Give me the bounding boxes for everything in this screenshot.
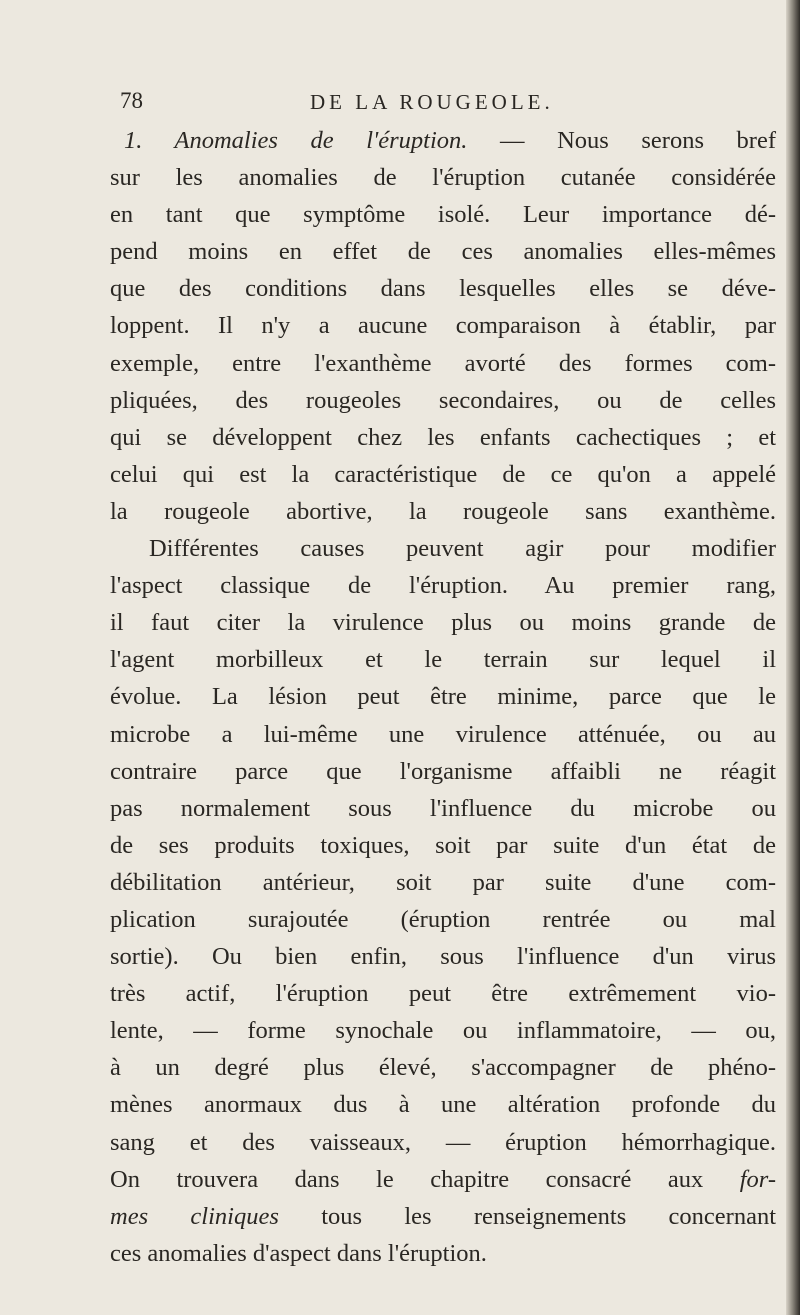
text-line: l'agent morbilleux et le terrain sur lequel il	[110, 646, 776, 674]
text-line: exemple, entre l'exanthème avorté des formes com-	[110, 349, 776, 377]
text-line: qui se développent chez les enfants cachectiques ; et	[110, 423, 776, 451]
italic-term: cliniques	[190, 1202, 279, 1230]
body-text	[110, 122, 776, 1272]
text-line: évolue. La lésion peut être minime, parce que le	[110, 683, 776, 711]
running-head	[112, 88, 712, 118]
line-text: tous les renseignements concernant	[278, 1202, 777, 1230]
text-line: contraire parce que l'organisme affaibli ne réagit	[110, 757, 776, 785]
text-line: Différentes causes peuvent agir pour modifier	[149, 535, 776, 563]
text-line: en tant que symptôme isolé. Leur importance dé-	[110, 201, 776, 229]
text-line: il faut citer la virulence plus ou moins grande de	[110, 609, 776, 637]
text-line: loppent. Il n'y a aucune comparaison à établir, par	[110, 312, 776, 340]
line-text: — Nous serons bref	[467, 127, 776, 154]
line-text: On trouvera dans le chapitre consacré aux	[110, 1165, 740, 1193]
text-line: sur les anomalies de l'éruption cutanée considérée	[110, 164, 776, 192]
text-line	[110, 1161, 776, 1198]
page-number: 78	[120, 88, 143, 113]
text-line: que des conditions dans lesquelles elles se déve-	[110, 275, 776, 303]
text-line: ces anomalies d'aspect dans l'éruption.	[110, 1239, 487, 1267]
text-line: microbe a lui-même une virulence atténuée, ou au	[110, 720, 776, 748]
text-line: la rougeole abortive, la rougeole sans exanthème.	[110, 497, 776, 525]
page-edge-shadow	[786, 0, 800, 1315]
text-line	[110, 122, 776, 159]
text-line	[110, 1198, 776, 1235]
italic-term: for-	[739, 1165, 776, 1193]
text-line: pas normalement sous l'influence du microbe ou	[110, 794, 776, 822]
text-line: de ses produits toxiques, soit par suite d'un état de	[110, 831, 776, 859]
section-heading: 1. Anomalies de l'éruption.	[124, 127, 468, 154]
text-line: à un degré plus élevé, s'accompagner de phéno-	[110, 1054, 776, 1082]
text-line: celui qui est la caractéristique de ce qu'on a appelé	[110, 460, 776, 488]
text-line: sang et des vaisseaux, — éruption hémorrhagique.	[110, 1128, 776, 1156]
text-line: pend moins en effet de ces anomalies elles-mêmes	[110, 238, 776, 266]
text-line: lente, — forme synochale ou inflammatoire, — ou,	[110, 1017, 776, 1045]
text-line: sortie). Ou bien enfin, sous l'influence d'un virus	[110, 943, 776, 971]
text-line: l'aspect classique de l'éruption. Au premier rang,	[110, 572, 776, 600]
running-title: DE LA ROUGEOLE.	[310, 90, 554, 114]
text-line: plication surajoutée (éruption rentrée ou mal	[110, 905, 776, 933]
text-line: pliquées, des rougeoles secondaires, ou de celles	[110, 386, 776, 414]
italic-term: mes	[110, 1202, 149, 1230]
text-line: très actif, l'éruption peut être extrêmement vio-	[110, 980, 776, 1008]
text-line: débilitation antérieur, soit par suite d'une com-	[110, 868, 776, 896]
text-line: mènes anormaux dus à une altération profonde du	[110, 1091, 776, 1119]
